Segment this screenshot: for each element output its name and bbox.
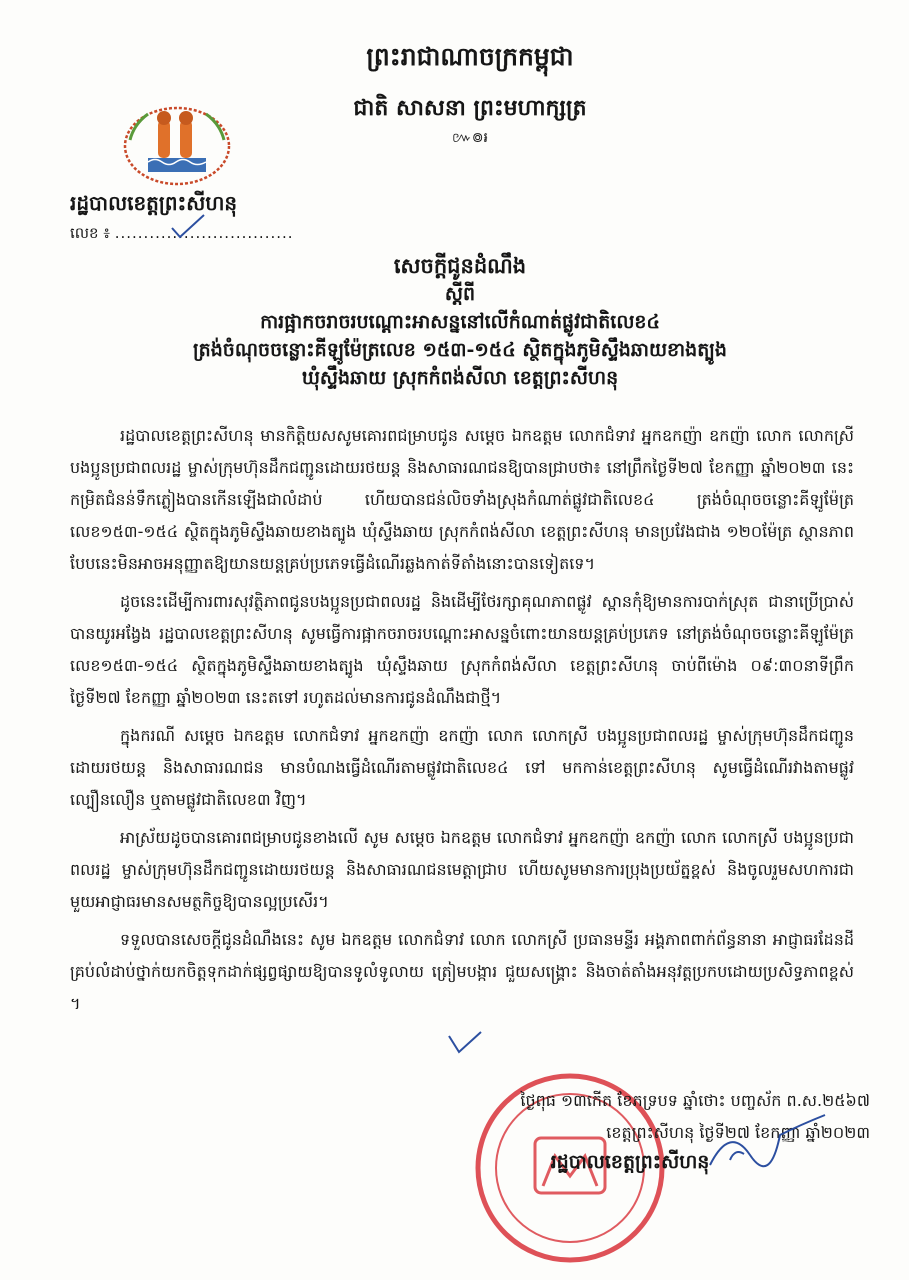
title-line-3: ការផ្អាកចរាចរបណ្តោះអាសន្ននៅលើកំណាត់ផ្លូវជាតិលេខ៤: [260, 311, 660, 333]
title-line-4: ត្រង់ចំណុចចន្លោះគីឡូម៉ែត្រលេខ ១៥៣-១៥៤ ស្ថិតក្នុងភូមិស្ទឹងឆាយខាងត្បូង: [193, 339, 727, 361]
document-body: [70, 420, 854, 1026]
motto-ornament: ៚៙៛: [452, 130, 488, 146]
body-paragraph-1: រដ្ឋបាលខេត្តព្រះសីហនុ មានកិត្តិយសសូមគោរពជម្រាបជូន សម្តេច ឯកឧត្តម លោកជំទាវ អ្នកឧកញ៉ា ឧកញ៉ា លោក លោកស្រី បងប្អូនប្រជាពលរដ្ឋ ម្ចាស់ក្រុមហ៊ុនដឹកជញ្ជូនដោយរថយន្ត និងសាធារណជនឱ្យបានជ្រាបថា៖ នៅព្រឹកថ្ងៃទី២៧ ខែកញ្ញា ឆ្នាំ២០២៣ នេះ កម្រិតជំនន់ទឹកភ្លៀងបានកើនឡើងជាលំដាប់ ហើយបានជន់លិចទាំងស្រុងកំណាត់ផ្លូវជាតិលេខ៤ ត្រង់ចំណុចចន្លោះគីឡូម៉ែត្រលេខ១៥៣-១៥៤ ស្ថិតក្នុងភូមិស្ទឹងឆាយខាងត្បូង ឃុំស្ទឹងឆាយ ស្រុកកំពង់សីលា ខេត្តព្រះសីហនុ មានប្រវែងជាង ១២០ម៉ែត្រ ស្ថានភាពបែបនេះមិនអាចអនុញ្ញាតឱ្យយានយន្តគ្រប់ប្រភេទធ្វើដំណើរឆ្លងកាត់ទីតាំងនោះបានទៀតទេ។: [70, 426, 854, 573]
lunar-date: ថ្ងៃពុធ ១៣កើត ខែភទ្របទ ឆ្នាំថោះ បញ្ចស័ក ព.ស.២៥៦៧: [520, 1091, 870, 1110]
reference-dots: ...............................: [114, 224, 294, 242]
initial-mark-icon: [445, 1028, 485, 1058]
body-paragraph-5: ទទួលបានសេចក្តីជូនដំណឹងនេះ សូម ឯកឧត្តម លោកជំទាវ លោក លោកស្រី ប្រធានមន្ទីរ អង្គភាពពាក់ព័ន្ធនានា អាជ្ញាធរដែនដីគ្រប់លំដាប់ថ្នាក់យកចិត្តទុកដាក់ផ្សព្វផ្សាយឱ្យបានទូលំទូលាយ ត្រៀមបង្ការ ជួយសង្គ្រោះ និងចាត់តាំងអនុវត្តប្រកបដោយប្រសិទ្ធភាពខ្ពស់ ។: [70, 930, 854, 1013]
province-emblem-logo: [118, 100, 236, 186]
check-mark-icon: [168, 212, 208, 242]
title-line-5: ឃុំស្ទឹងឆាយ ស្រុកកំពង់សីលា ខេត្តព្រះសីហនុ: [301, 367, 619, 389]
title-line-2: ស្តីពី: [444, 283, 476, 305]
body-paragraph-4: អាស្រ័យដូចបានគោរពជម្រាបជូនខាងលើ សូម សម្តេច ឯកឧត្តម លោកជំទាវ អ្នកឧកញ៉ា ឧកញ៉ា លោក លោកស្រី បងប្អូនប្រជាពលរដ្ឋ ម្ចាស់ក្រុមហ៊ុនដឹកជញ្ជូនដោយរថយន្ត និងសាធារណជនមេត្តាជ្រាប ហើយសូមមានការប្រុងប្រយ័ត្នខ្ពស់ និងចូលរួមសហការជាមួយអាជ្ញាធរមានសមត្ថកិច្ចឱ្យបានល្អប្រសើរ។: [70, 828, 854, 911]
title-line-1: សេចក្តីជូនដំណឹង: [393, 253, 527, 278]
body-paragraph-2: ដូចនេះដើម្បីការពារសុវត្ថិភាពជូនបងប្អូនប្រជាពលរដ្ឋ និងដើម្បីថែរក្សាគុណភាពផ្លូវ ស្ពានកុំឱ្យមានការបាក់ស្រុត ជានាប្រើប្រាស់បានយូរអង្វែង រដ្ឋបាលខេត្តព្រះសីហនុ សូមធ្វើការផ្អាកចរាចរបណ្តោះអាសន្នចំពោះយានយន្តគ្រប់ប្រភេទ នៅត្រង់ចំណុចចន្លោះគីឡូម៉ែត្រលេខ១៥៣-១៥៤ ស្ថិតក្នុងភូមិស្ទឹងឆាយខាងត្បូង ឃុំស្ទឹងឆាយ ស្រុកកំពង់សីលា ខេត្តព្រះសីហនុ ចាប់ពីម៉ោង ០៩:៣០នាទីព្រឹក ថ្ងៃទី២៧ ខែកញ្ញា ឆ្នាំ២០២៣ នេះតទៅ រហូតដល់មានការជូនដំណឹងជាថ្មី។: [70, 592, 854, 707]
kingdom-heading: ព្រះរាជាណាចក្រកម្ពុជា: [366, 42, 574, 71]
body-paragraph-3: ក្នុងករណី សម្តេច ឯកឧត្តម លោកជំទាវ អ្នកឧកញ៉ា ឧកញ៉ា លោក លោកស្រី បងប្អូនប្រជាពលរដ្ឋ ម្ចាស់ក្រុមហ៊ុនដឹកជញ្ជូនដោយរថយន្ត និងសាធារណជន មានបំណងធ្វើដំណើរតាមផ្លូវជាតិលេខ៤ ទៅ មកកាន់ខេត្តព្រះសីហនុ សូមធ្វើដំណើរវាងតាមផ្លូវល្បឿនលឿន ឬតាមផ្លូវជាតិលេខ៣ វិញ។: [70, 726, 854, 809]
handwritten-signature: [700, 1105, 840, 1185]
document-title: [80, 252, 840, 392]
national-motto: ជាតិ សាសនា ព្រះមហាក្សត្រ: [353, 95, 587, 121]
signer-name: រដ្ឋបាលខេត្តព្រះសីហនុ: [550, 1151, 710, 1173]
solar-date: ខេត្តព្រះសីហនុ ថ្ងៃទី២៧ ខែកញ្ញា ឆ្នាំ២០២៣: [606, 1123, 870, 1142]
reference-label: លេខ ៖: [70, 224, 110, 242]
issuer-name: រដ្ឋបាលខេត្តព្រះសីហនុ: [70, 191, 238, 215]
